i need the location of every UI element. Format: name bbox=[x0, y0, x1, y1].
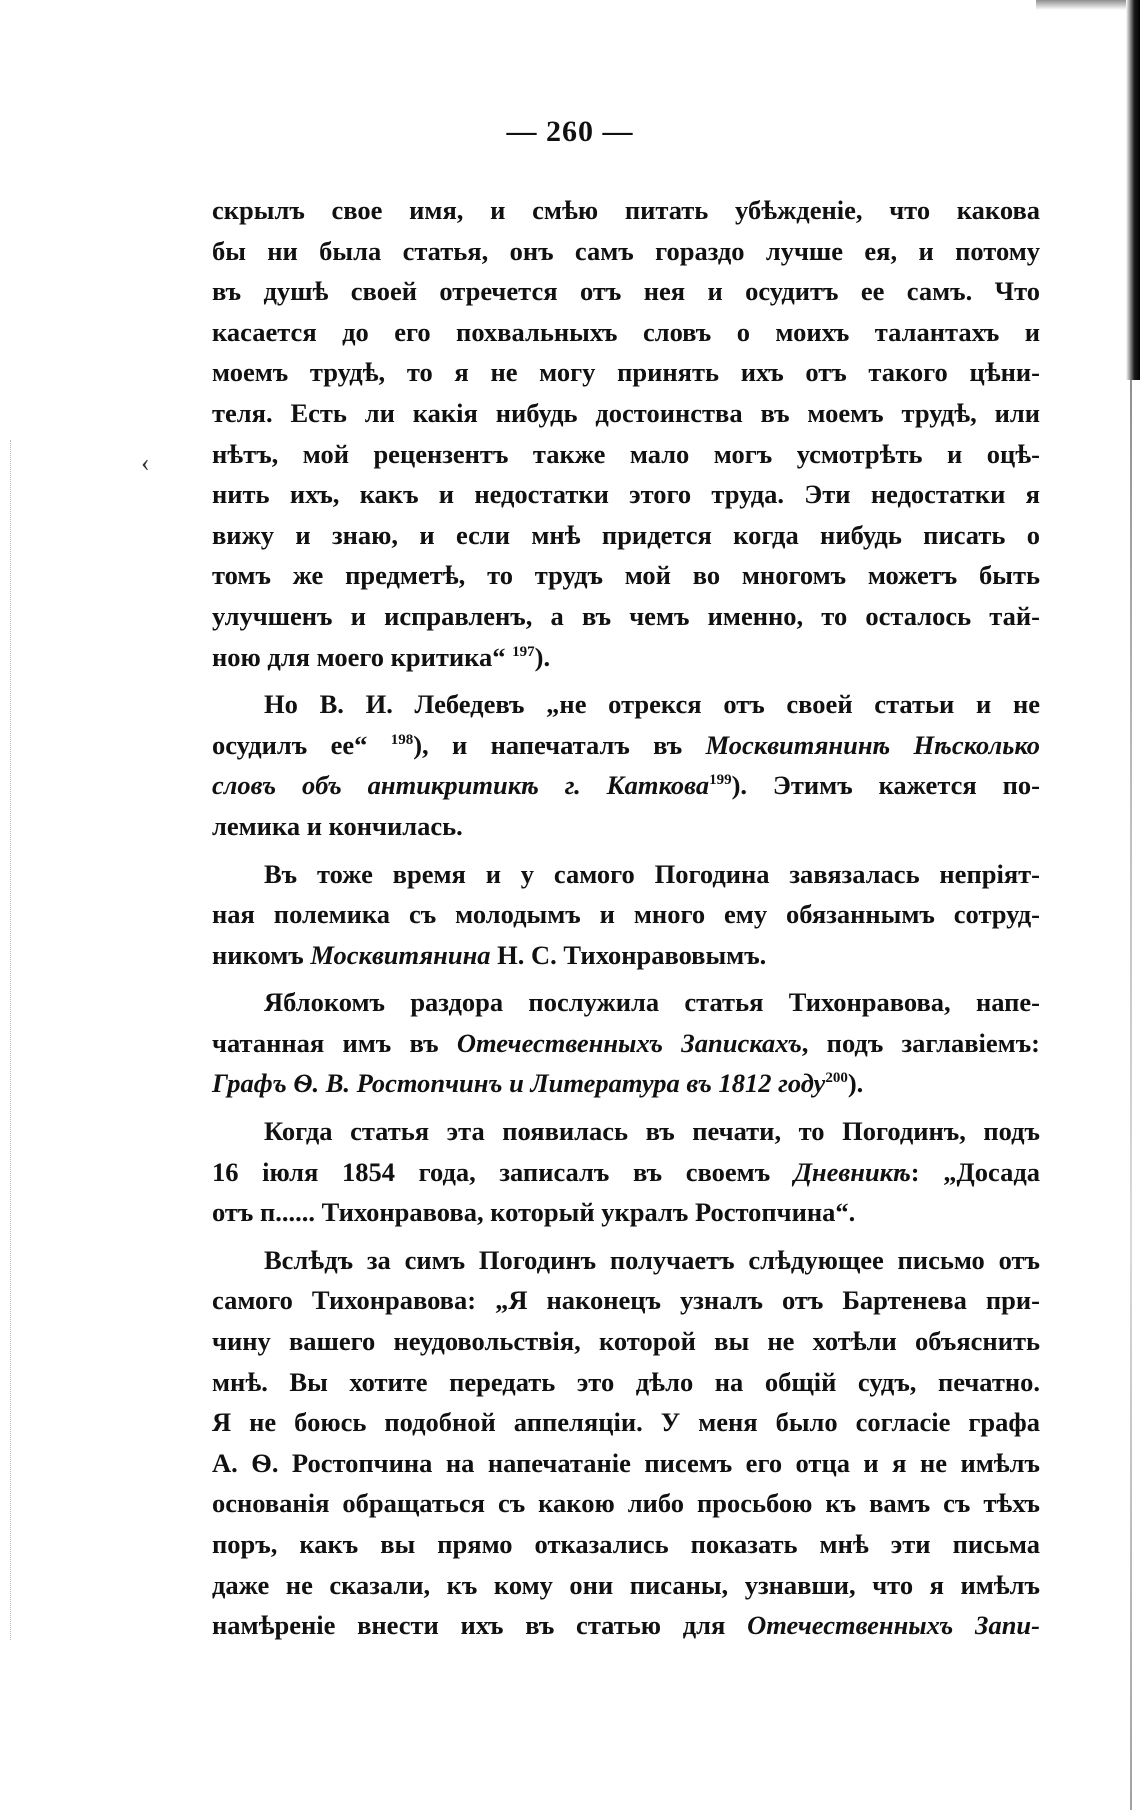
text-segment: ). bbox=[534, 641, 551, 672]
paragraph-gap bbox=[212, 677, 1040, 684]
italic-title: Москвитянинѣ Нѣсколько bbox=[705, 729, 1040, 760]
text-line bbox=[212, 434, 1040, 475]
text-line bbox=[212, 1192, 1040, 1233]
text-segment: ). bbox=[847, 1068, 864, 1099]
text-segment: самого Тихонравова: „Я наконецъ узналъ отъ Бартенева при- bbox=[212, 1285, 1040, 1316]
text-line bbox=[212, 1023, 1040, 1064]
text-segment: нить ихъ, какъ и недостатки этого труда. Эти недостатки я bbox=[212, 479, 1040, 510]
text-segment: теля. Есть ли какія нибудь достоинства въ моемъ трудѣ, или bbox=[212, 397, 1040, 428]
text-line bbox=[212, 474, 1040, 515]
page-edge-shadow bbox=[1126, 0, 1140, 380]
text-line bbox=[212, 684, 1040, 725]
text-segment: А. Ѳ. Ростопчина на напечатаніе писемъ его отца и я не имѣлъ bbox=[212, 1447, 1040, 1478]
text-line bbox=[212, 1565, 1040, 1606]
text-segment: бы ни была статья, онъ самъ гораздо лучше ея, и потому bbox=[212, 235, 1040, 266]
text-line bbox=[212, 352, 1040, 393]
text-segment: Въ тоже время и у самого Погодина завязалась непріят- bbox=[264, 858, 1040, 889]
text-segment: ). Этимъ кажется по- bbox=[731, 770, 1040, 801]
text-line bbox=[212, 1152, 1040, 1193]
text-line bbox=[212, 271, 1040, 312]
text-line bbox=[212, 1280, 1040, 1321]
text-segment: нѣтъ, мой рецензентъ также мало могъ усмотрѣть и оцѣ- bbox=[212, 438, 1040, 469]
page-edge-shadow-top bbox=[1036, 0, 1126, 10]
italic-title: Отечественныхъ Запискахъ bbox=[456, 1027, 802, 1058]
text-line bbox=[212, 854, 1040, 895]
text-segment: мнѣ. Вы хотите передать это дѣло на общій судъ, печатно. bbox=[212, 1366, 1040, 1397]
text-line bbox=[212, 637, 1040, 678]
text-segment: Когда статья эта появилась въ печати, то Погодинъ, подъ bbox=[264, 1116, 1040, 1147]
text-segment: 16 іюля 1854 года, записалъ въ своемъ bbox=[212, 1156, 794, 1187]
text-line bbox=[212, 1240, 1040, 1281]
text-line bbox=[212, 1443, 1040, 1484]
text-segment: поръ, какъ вы прямо отказались показать мнѣ эти письма bbox=[212, 1529, 1040, 1559]
text-segment: Но В. И. Лебедевъ „не отрекся отъ своей статьи и не bbox=[264, 689, 1040, 720]
text-line bbox=[212, 190, 1040, 231]
text-segment: вижу и знаю, и если мнѣ придется когда нибудь писать о bbox=[212, 519, 1040, 550]
text-segment: томъ же предметѣ, то трудъ мой во многомъ можетъ быть bbox=[212, 560, 1040, 591]
text-line bbox=[212, 935, 1040, 976]
text-line bbox=[212, 1321, 1040, 1362]
text-segment: ), и напечаталъ въ bbox=[413, 729, 706, 760]
text-line bbox=[212, 1063, 1040, 1104]
text-line bbox=[212, 1111, 1040, 1152]
text-segment: касается до его похвальныхъ словъ о моихъ талантахъ и bbox=[212, 316, 1040, 347]
italic-title: Дневникѣ bbox=[793, 1156, 911, 1187]
text-line bbox=[212, 1402, 1040, 1443]
italic-title: Москвитянина bbox=[310, 939, 491, 970]
page-number: — 260 — bbox=[506, 115, 634, 148]
text-segment: намѣреніе внести ихъ въ статью для bbox=[212, 1610, 748, 1641]
paragraph-gap bbox=[212, 847, 1040, 854]
text-segment: улучшенъ и исправленъ, а въ чемъ именно, то осталось тай- bbox=[212, 600, 1040, 631]
body-text bbox=[212, 190, 1040, 1646]
footnote-ref: 199 bbox=[709, 772, 732, 789]
text-line bbox=[212, 555, 1040, 596]
text-line bbox=[212, 725, 1040, 766]
scan-margin-specks bbox=[10, 440, 15, 1640]
text-line bbox=[212, 596, 1040, 637]
text-line bbox=[212, 393, 1040, 434]
italic-title: Отечественныхъ Запи- bbox=[747, 1610, 1040, 1641]
text-line bbox=[212, 1524, 1040, 1565]
text-segment: моемъ трудѣ, то я не могу принять ихъ отъ такого цѣни- bbox=[212, 357, 1040, 388]
text-segment: отъ п...... Тихонравова, который укралъ Ростопчина“. bbox=[212, 1197, 856, 1228]
paragraph-gap bbox=[212, 1104, 1040, 1111]
text-line bbox=[212, 806, 1040, 847]
paragraph-gap bbox=[212, 1233, 1040, 1240]
text-line bbox=[212, 231, 1040, 272]
paragraph-gap bbox=[212, 975, 1040, 982]
text-segment: никомъ bbox=[212, 939, 311, 970]
text-segment: лемика и кончилась. bbox=[212, 810, 463, 841]
text-segment: , подъ заглавіемъ: bbox=[801, 1027, 1040, 1058]
page-edge-line bbox=[1130, 380, 1132, 1810]
text-segment: Яблокомъ раздора послужила статья Тихонравова, напе- bbox=[264, 987, 1040, 1018]
text-segment: ною для моего критика“ bbox=[212, 641, 513, 672]
text-line bbox=[212, 1483, 1040, 1524]
footnote-ref: 198 bbox=[390, 731, 414, 748]
text-segment: скрылъ свое имя, и смѣю питать убѣжденіе, что какова bbox=[212, 195, 1040, 225]
footnote-ref: 200 bbox=[825, 1070, 848, 1087]
text-segment: основанія обращаться съ какою либо просьбою къ вамъ съ тѣхъ bbox=[212, 1488, 1040, 1519]
text-segment: даже не сказали, къ кому они писаны, узнавши, что я имѣлъ bbox=[212, 1569, 1040, 1600]
text-segment: чатанная имъ въ bbox=[212, 1027, 457, 1058]
text-segment: : „Досада bbox=[910, 1156, 1040, 1187]
text-line bbox=[212, 894, 1040, 935]
text-segment: чину вашего неудовольствія, которой вы не хотѣли объяснить bbox=[212, 1326, 1040, 1357]
text-segment: ная полемика съ молодымъ и много ему обязаннымъ сотруд- bbox=[212, 899, 1040, 930]
text-line bbox=[212, 765, 1040, 806]
italic-title: Графъ Ѳ. В. Ростопчинъ и Литература въ 1812 году bbox=[212, 1068, 826, 1099]
text-segment: въ душѣ своей отречется отъ нея и осудитъ ее самъ. Что bbox=[212, 276, 1040, 307]
text-line bbox=[212, 1362, 1040, 1403]
text-line bbox=[212, 515, 1040, 556]
margin-mark: ‹ bbox=[141, 448, 150, 477]
italic-title: словъ объ антикритикѣ г. Каткова bbox=[212, 770, 710, 801]
text-segment: осудилъ ее“ bbox=[212, 729, 391, 760]
text-segment: Н. С. Тихонравовымъ. bbox=[490, 939, 767, 970]
text-line bbox=[212, 1605, 1040, 1646]
text-segment: Я не боюсь подобной аппеляціи. У меня было согласіе графа bbox=[212, 1407, 1040, 1438]
text-line bbox=[212, 982, 1040, 1023]
text-line bbox=[212, 312, 1040, 353]
text-segment: Вслѣдъ за симъ Погодинъ получаетъ слѣдующее письмо отъ bbox=[264, 1244, 1040, 1275]
footnote-ref: 197 bbox=[512, 643, 535, 660]
